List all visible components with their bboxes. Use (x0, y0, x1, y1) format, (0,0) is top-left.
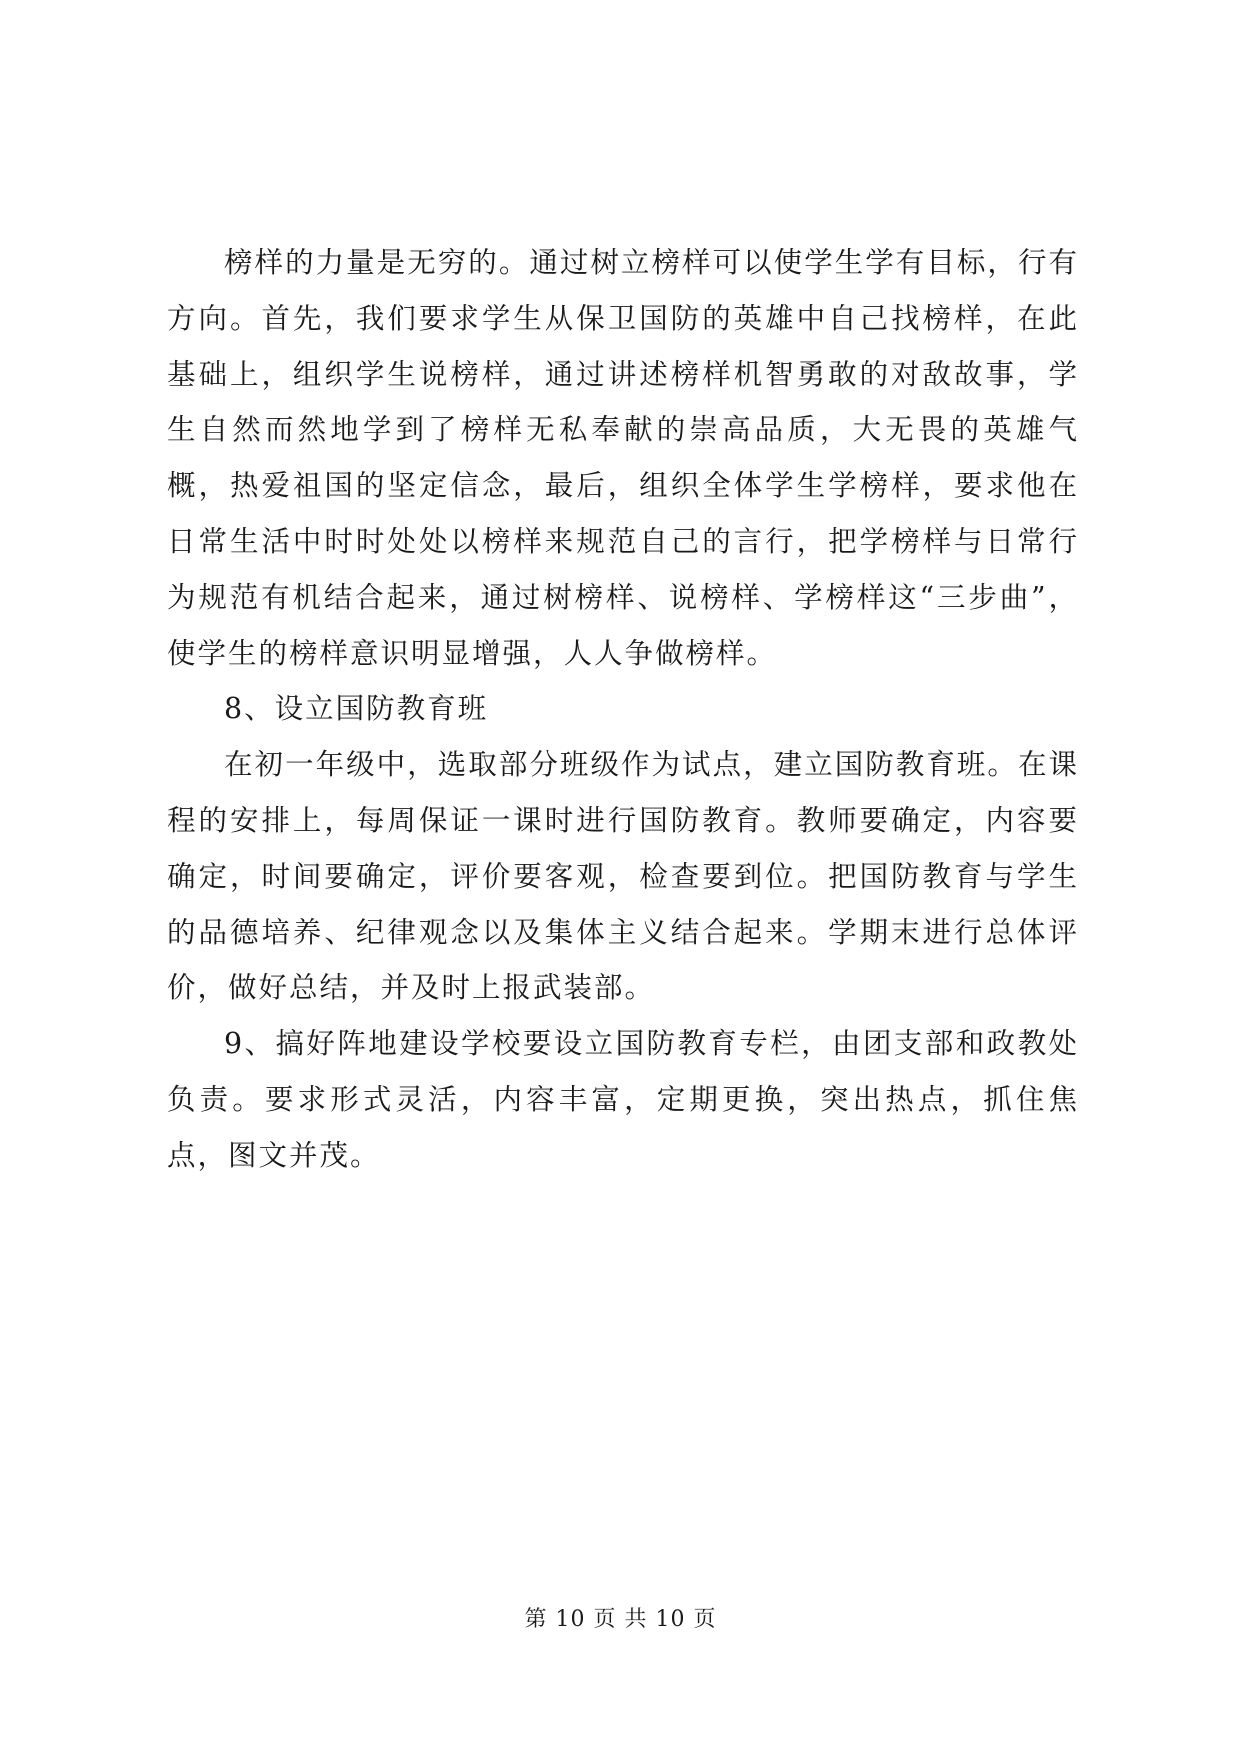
body-text (167, 235, 1079, 1184)
paragraph-section-9: 9、搞好阵地建设学校要设立国防教育专栏，由团支部和政教处负责。要求形式灵活，内容丰富，定期更换，突出热点，抓住焦点，图文并茂。 (167, 1027, 1079, 1172)
page-number: 第 10 页 共 10 页 (524, 1607, 717, 1632)
paragraph-role-models: 榜样的力量是无穷的。通过树立榜样可以使学生学有目标，行有方向。首先，我们要求学生从保卫国防的英雄中自己找榜样，在此基础上，组织学生说榜样，通过讲述榜样机智勇敢的对敌故事，学生自然而然地学到了榜样无私奉献的崇高品质，大无畏的英雄气概，热爱祖国的坚定信念，最后，组织全体学生学榜样，要求他在日常生活中时时处处以榜样来规范自己的言行，把学榜样与日常行为规范有机结合起来，通过树榜样、说榜样、学榜样这“三步曲”，使学生的榜样意识明显增强，人人争做榜样。 (167, 246, 1079, 670)
section-heading-8: 8、设立国防教育班 (224, 692, 489, 726)
paragraph-defense-class: 在初一年级中，选取部分班级作为试点，建立国防教育班。在课程的安排上，每周保证一课时进行国防教育。教师要确定，内容要确定，时间要确定，评价要客观，检查要到位。把国防教育与学生的品德培养、纪律观念以及集体主义结合起来。学期末进行总体评价，做好总结，并及时上报武装部。 (167, 748, 1079, 1005)
